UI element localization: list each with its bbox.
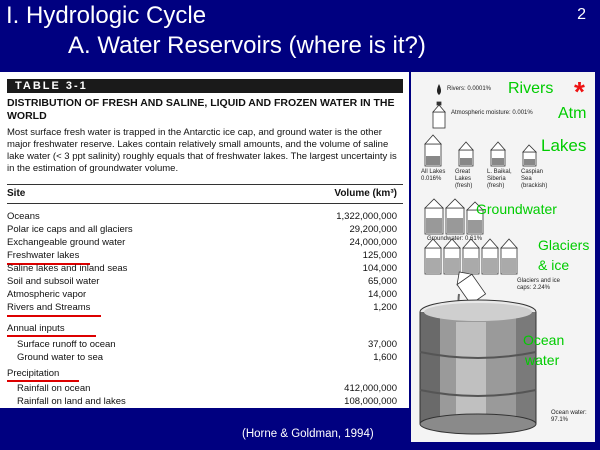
row-site: Rainfall on ocean <box>17 383 91 394</box>
row-site: Freshwater lakes <box>7 250 80 261</box>
citation: (Horne & Goldman, 1994) <box>242 428 374 440</box>
table-rule-header <box>7 203 403 204</box>
slide-title-line1: I. Hydrologic Cycle <box>6 2 207 29</box>
row-volume: 37,000 <box>367 339 397 350</box>
atm-annotation: Atm <box>558 105 587 122</box>
row-site: Surface runoff to ocean <box>17 339 116 350</box>
row-volume: 1,600 <box>373 352 397 363</box>
annual-inputs-underline <box>7 335 96 337</box>
table-description: Most surface fresh water is trapped in the Antarctic ice cap, and ground water is the other major freshwater reserve. Lakes contain relatively small amounts, and the volume of saline lake water (< 3 ppt salinity) roughly equals that of freshwater lakes. The largest uncertainty is in the estimation of groundwater volume. <box>7 127 397 174</box>
row-volume: 412,000,000 <box>344 383 397 394</box>
row-volume: 104,000 <box>362 263 397 274</box>
rivers-caption: Rivers: 0.0001% <box>447 86 492 92</box>
glaciers-annotation-line2: & ice <box>538 257 570 273</box>
table-row <box>7 250 397 262</box>
table-row <box>7 289 397 301</box>
water-drop-icon <box>437 84 441 95</box>
ocean-caption: Ocean water: 97.1% <box>551 410 587 423</box>
row-site: Oceans <box>7 211 40 222</box>
row-site: Exchangeable ground water <box>7 237 126 248</box>
row-site: Saline lakes and inland seas <box>7 263 128 274</box>
row-volume: 1,322,000,000 <box>336 211 397 222</box>
rivers-underline <box>7 315 101 317</box>
table-row <box>7 339 397 351</box>
precipitation-underline <box>7 380 79 382</box>
row-volume: 108,000,000 <box>344 396 397 407</box>
row-site: Atmospheric vapor <box>7 289 87 300</box>
annual-inputs-label: Annual inputs <box>7 323 65 334</box>
table-row <box>7 276 397 288</box>
row-volume: 1,200 <box>373 302 397 313</box>
water-reservoirs-figure <box>411 72 595 442</box>
table-row <box>7 396 397 408</box>
row-volume: 24,000,000 <box>349 237 397 248</box>
page-number: 2 <box>577 6 586 23</box>
row-volume: 125,000 <box>362 250 397 261</box>
section-label <box>7 323 397 335</box>
table-row <box>7 224 397 236</box>
lakes-baikal-caption: L. Baikal, Siberia (fresh) <box>487 169 512 189</box>
groundwater-caption: Groundwater: 0.61% <box>427 236 483 242</box>
slide-title-line2: A. Water Reservoirs (where is it?) <box>68 32 426 59</box>
section-label <box>7 368 397 380</box>
table-row <box>7 237 397 249</box>
lakes-all-caption: All Lakes 0.016% <box>421 169 446 182</box>
row-volume: 65,000 <box>367 276 397 287</box>
glaciers-caption: Glaciers and ice caps: 2.24% <box>517 278 561 291</box>
row-volume: 14,000 <box>367 289 397 300</box>
row-site: Polar ice caps and all glaciers <box>7 224 133 235</box>
table-column-header <box>7 188 397 199</box>
ocean-annotation-line1: Ocean <box>523 332 565 348</box>
rivers-annotation: Rivers <box>508 80 554 97</box>
atm-caption: Atmospheric moisture: 0.001% <box>451 110 533 116</box>
lake-carton-shading <box>426 156 535 165</box>
table-label: TABLE 3-1 <box>7 79 403 93</box>
groundwater-annotation: Groundwater <box>476 201 557 217</box>
column-volume-header: Volume (km³) <box>334 188 397 199</box>
table-panel <box>0 72 409 408</box>
ocean-barrel-icon <box>420 300 536 434</box>
row-site: Rainfall on land and lakes <box>17 396 126 407</box>
table-heading: DISTRIBUTION OF FRESH AND SALINE, LIQUID AND FROZEN WATER IN THE WORLD <box>7 97 395 122</box>
table-row <box>7 263 397 275</box>
glaciers-annotation-line1: Glaciers <box>538 237 590 253</box>
row-site: Ground water to sea <box>17 352 104 363</box>
ocean-annotation-line2: water <box>525 352 560 368</box>
lakes-caspian-caption: Caspian Sea (brackish) <box>521 169 548 189</box>
column-site-header: Site <box>7 188 26 199</box>
atm-carton-icon <box>433 102 445 128</box>
lakes-great-caption: Great Lakes (fresh) <box>455 169 473 189</box>
row-volume: 29,200,000 <box>349 224 397 235</box>
table-rule-top <box>7 184 403 185</box>
asterisk-icon: * <box>574 76 585 107</box>
row-site: Soil and subsoil water <box>7 276 100 287</box>
lakes-annotation: Lakes <box>541 136 587 155</box>
row-site: Rivers and Streams <box>7 302 91 313</box>
table-row <box>7 352 397 364</box>
table-row <box>7 302 397 314</box>
lake-cartons-icon <box>425 135 536 166</box>
table-row <box>7 211 397 223</box>
table-row <box>7 383 397 395</box>
precipitation-label: Precipitation <box>7 368 60 379</box>
